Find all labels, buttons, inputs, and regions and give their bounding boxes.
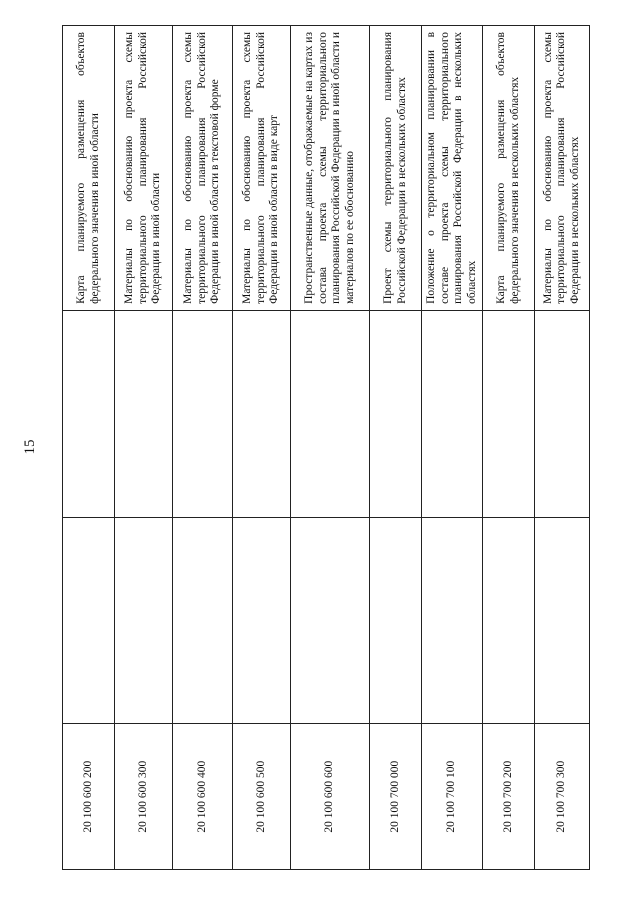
table-row: [233, 26, 291, 870]
empty-cell: [535, 310, 590, 517]
empty-cell: [370, 517, 422, 724]
classifier-code-cell: 20 100 700 000: [370, 724, 422, 870]
empty-cell: [115, 517, 173, 724]
classifier-code-cell: 20 100 600 500: [233, 724, 291, 870]
table-row: [370, 26, 422, 870]
table-row: [63, 26, 115, 870]
classifier-code-cell: 20 100 600 600: [291, 724, 370, 870]
empty-cell: [483, 517, 535, 724]
empty-cell: [291, 517, 370, 724]
classifier-code-cell: 20 100 600 300: [115, 724, 173, 870]
page-number: 15: [22, 439, 38, 455]
empty-cell: [535, 517, 590, 724]
empty-cell: [173, 517, 233, 724]
description-cell: Проект схемы территориального планирования Российской Федерации в нескольких областях: [370, 26, 422, 311]
classifier-code-cell: 20 100 700 200: [483, 724, 535, 870]
table-row: [115, 26, 173, 870]
classifier-code-cell: 20 100 700 100: [422, 724, 483, 870]
table-row: [173, 26, 233, 870]
empty-cell: [422, 517, 483, 724]
empty-cell: [233, 310, 291, 517]
description-cell: Карта планируемого размещения объектов федерального значения в иной области: [63, 26, 115, 311]
table-row: [535, 26, 590, 870]
empty-cell: [422, 310, 483, 517]
description-cell: Материалы по обоснованию проекта схемы территориального планирования Российской Федерации в иной области: [115, 26, 173, 311]
description-cell: Пространственные данные, отображаемые на картах из состава проекта схемы территориального планирования Российской Федерации в иной области и материалов по ее обоснованию: [291, 26, 370, 311]
classifier-table-body: [63, 26, 590, 870]
classifier-code-cell: 20 100 700 300: [535, 724, 590, 870]
description-cell: Карта планируемого размещения объектов федерального значения в нескольких областях: [483, 26, 535, 311]
table-row: [483, 26, 535, 870]
empty-cell: [291, 310, 370, 517]
description-cell: Материалы по обоснованию проекта схемы территориального планирования Российской Федерации в иной области в текстовой форме: [173, 26, 233, 311]
description-cell: Материалы по обоснованию проекта схемы территориального планирования Российской Федерации в нескольких областях: [535, 26, 590, 311]
classifier-table: [62, 25, 590, 870]
table-row: [422, 26, 483, 870]
empty-cell: [173, 310, 233, 517]
empty-cell: [63, 517, 115, 724]
classifier-code-cell: 20 100 600 400: [173, 724, 233, 870]
empty-cell: [115, 310, 173, 517]
table-row: [291, 26, 370, 870]
empty-cell: [370, 310, 422, 517]
empty-cell: [483, 310, 535, 517]
empty-cell: [63, 310, 115, 517]
empty-cell: [233, 517, 291, 724]
classifier-code-cell: 20 100 600 200: [63, 724, 115, 870]
description-cell: Положение о территориальном планировании в составе проекта схемы территориального планирования Российской Федерации в нескольких областях: [422, 26, 483, 311]
description-cell: Материалы по обоснованию проекта схемы территориального планирования Российской Федерации в иной области в виде карт: [233, 26, 291, 311]
